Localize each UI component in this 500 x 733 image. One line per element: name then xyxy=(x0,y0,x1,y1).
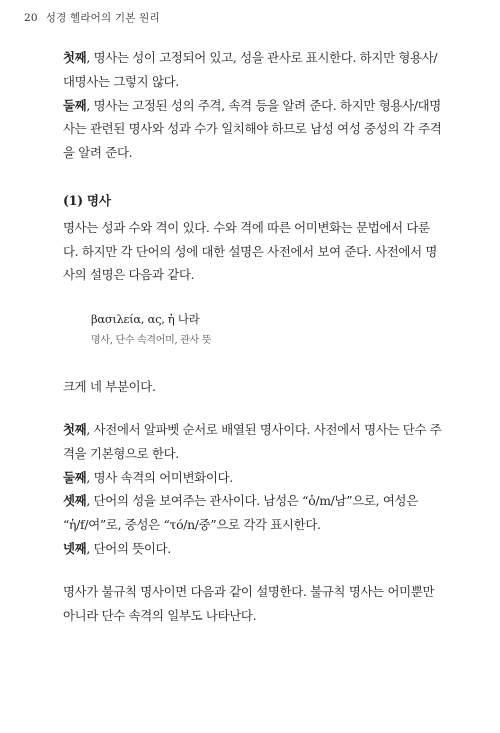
greek-entry: βασιλεία, ας, ἡ xyxy=(91,312,175,327)
ordinal-label: 둘째 xyxy=(63,469,87,485)
ordinal-label: 첫째 xyxy=(63,50,87,65)
ordinal-label: 넷째 xyxy=(63,540,87,556)
dictionary-example xyxy=(91,308,443,352)
example-legend: 명사, 단수 속격어미, 관사 뜻 xyxy=(91,335,212,347)
ordinal-label: 첫째 xyxy=(63,421,87,437)
ordinal-label: 둘째 xyxy=(63,97,87,113)
part-item xyxy=(63,418,443,466)
running-header xyxy=(24,10,160,25)
part-text: , 단어의 성을 보여주는 관사이다. 남성은 “ὁ/m/남”으로, 여성은 “ἡ/f/여”로, 중성은 “τό/n/중”으로 각각 표시한다. xyxy=(63,493,418,533)
closing-paragraph: 명사가 불규칙 명사이면 다음과 같이 설명한다. 불규칙 명사는 어미뿐만 아니라 단수 속격의 일부도 나타난다. xyxy=(63,583,435,623)
section-body: 명사는 성과 수와 격이 있다. 수와 격에 따른 어미변화는 문법에서 다룬다. 하지만 각 단어의 성에 대한 설명은 사전에서 보여 준다. 사전에서 명사의 설명은 다음과 같다. xyxy=(63,219,438,283)
part-text: , 사전에서 알파벳 순서로 배열된 명사이다. 사전에서 명사는 단수 주격을 기본형으로 한다. xyxy=(63,421,442,461)
book-title: 성경 헬라어의 기본 원리 xyxy=(45,12,160,24)
paragraph-text: , 명사는 고정된 성의 주격, 속격 등을 알려 준다. 하지만 형용사/대명사는 관련된 명사와 성과 수가 일치해야 하므로 남성 여성 중성의 각 주격을 알려 준다. xyxy=(63,97,442,161)
intro-paragraph-1 xyxy=(63,46,443,94)
part-text: , 단어의 뜻이다. xyxy=(86,540,171,556)
summary-line: 크게 네 부분이다. xyxy=(63,379,156,395)
example-entry xyxy=(91,308,443,330)
ordinal-label: 셋째 xyxy=(63,493,87,509)
page-number: 20 xyxy=(24,12,38,24)
part-text: , 명사 속격의 어미변화이다. xyxy=(86,469,233,485)
part-item xyxy=(63,466,443,490)
paragraph-text: , 명사는 성이 고정되어 있고, 성을 관사로 표시한다. 하지만 형용사/대명사는 그렇지 않다. xyxy=(63,50,438,89)
entry-gloss: 나라 xyxy=(177,312,200,327)
section-heading: (1) 명사 xyxy=(63,192,111,208)
part-item xyxy=(63,489,443,537)
intro-paragraph-2 xyxy=(63,94,443,165)
page-body xyxy=(63,46,443,627)
part-item xyxy=(63,537,443,561)
